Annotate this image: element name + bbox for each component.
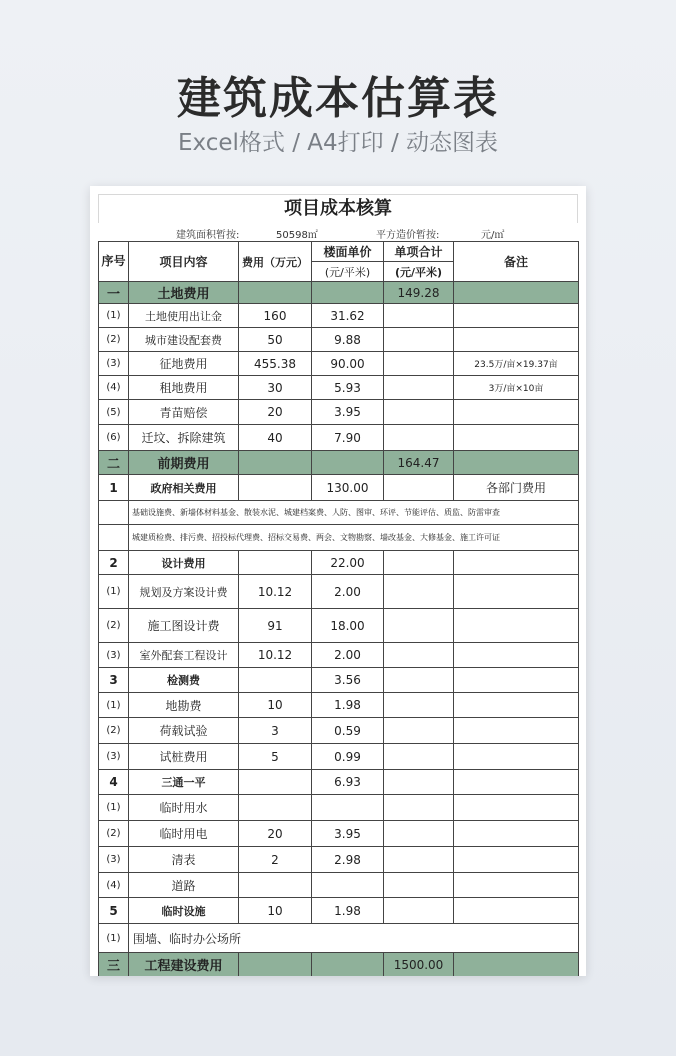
table-row — [99, 352, 579, 376]
row-cost: 50 — [239, 328, 312, 352]
row-price: 7.90 — [312, 425, 384, 451]
table-row — [99, 898, 579, 924]
table-row — [99, 821, 579, 847]
row-price: 130.00 — [312, 475, 384, 501]
row-item: 施工图设计费 — [129, 609, 239, 643]
row-item: 围墙、临时办公场所 — [129, 924, 579, 953]
row-cost: 5 — [239, 744, 312, 770]
unit-price-value: 元/㎡ — [481, 230, 505, 241]
section-seq: 二 — [99, 451, 129, 475]
row-remark — [454, 328, 579, 352]
table-row — [99, 475, 579, 501]
row-seq: (2) — [99, 821, 129, 847]
row-seq: (3) — [99, 744, 129, 770]
row-price: 3.56 — [312, 668, 384, 693]
row-price: 2.00 — [312, 643, 384, 668]
row-price: 3.95 — [312, 821, 384, 847]
row-item: 征地费用 — [129, 352, 239, 376]
header-item: 项目内容 — [129, 242, 239, 282]
row-item: 荷载试验 — [129, 718, 239, 744]
row-price: 0.99 — [312, 744, 384, 770]
section-seq: 一 — [99, 282, 129, 304]
note-text: 基础设施费、新墙体材料基金、散装水泥、城建档案费、人防、图审、环评、节能评估、质监、防雷审查 — [129, 501, 579, 525]
row-cost: 10 — [239, 898, 312, 924]
row-cost: 455.38 — [239, 352, 312, 376]
row-price: 31.62 — [312, 304, 384, 328]
table-row — [99, 400, 579, 425]
row-remark: 3万/亩×10亩 — [454, 376, 579, 400]
row-remark — [454, 304, 579, 328]
header-floor-price: 楼面单价 — [312, 242, 384, 262]
header-row — [99, 242, 579, 262]
row-cost: 10 — [239, 693, 312, 718]
row-item: 道路 — [129, 873, 239, 898]
table-row — [99, 643, 579, 668]
table-row — [99, 795, 579, 821]
table-row — [99, 770, 579, 795]
row-seq: (5) — [99, 400, 129, 425]
row-seq: (1) — [99, 693, 129, 718]
area-value: 50598㎡ — [276, 230, 318, 241]
row-item: 地勘费 — [129, 693, 239, 718]
row-item: 清表 — [129, 847, 239, 873]
section-subtotal: 164.47 — [384, 451, 454, 475]
page-title: 建筑成本估算表 — [177, 73, 499, 124]
section-row — [99, 953, 579, 977]
row-price: 90.00 — [312, 352, 384, 376]
table-row — [99, 668, 579, 693]
row-seq: (2) — [99, 609, 129, 643]
table-row — [99, 718, 579, 744]
row-seq: (2) — [99, 328, 129, 352]
row-item: 临时用水 — [129, 795, 239, 821]
section-name: 前期费用 — [129, 451, 239, 475]
row-item: 规划及方案设计费 — [129, 575, 239, 609]
row-seq: (3) — [99, 352, 129, 376]
unit-price-label: 平方造价暂按: — [376, 230, 440, 241]
row-remark — [454, 425, 579, 451]
row-cost: 10.12 — [239, 575, 312, 609]
row-seq: (4) — [99, 376, 129, 400]
page-subtitle: Excel格式 / A4打印 / 动态图表 — [177, 130, 499, 156]
row-price: 3.95 — [312, 400, 384, 425]
table-row — [99, 575, 579, 609]
row-seq: (3) — [99, 847, 129, 873]
sheet-title: 项目成本核算 — [98, 194, 578, 223]
row-cost: 2 — [239, 847, 312, 873]
row-seq: (6) — [99, 425, 129, 451]
table-row — [99, 425, 579, 451]
row-seq: (1) — [99, 304, 129, 328]
row-remark — [454, 400, 579, 425]
row-remark: 23.5万/亩×19.37亩 — [454, 352, 579, 376]
row-item: 政府相关费用 — [129, 475, 239, 501]
table-row — [99, 525, 579, 551]
row-cost: 160 — [239, 304, 312, 328]
row-remark: 各部门费用 — [454, 475, 579, 501]
row-price: 22.00 — [312, 551, 384, 575]
row-seq: 1 — [99, 475, 129, 501]
header-subtotal-unit: (元/平米) — [384, 262, 454, 282]
row-cost — [239, 873, 312, 898]
section-seq: 三 — [99, 953, 129, 977]
header-floor-price-unit: (元/平米) — [312, 262, 384, 282]
table-row — [99, 744, 579, 770]
row-cost: 91 — [239, 609, 312, 643]
row-cost: 30 — [239, 376, 312, 400]
row-item: 土地使用出让金 — [129, 304, 239, 328]
row-price: 0.59 — [312, 718, 384, 744]
cost-table — [98, 241, 579, 976]
section-name: 土地费用 — [129, 282, 239, 304]
row-seq: (1) — [99, 924, 129, 953]
row-item: 检测费 — [129, 668, 239, 693]
header-seq: 序号 — [99, 242, 129, 282]
header-subtotal: 单项合计 — [384, 242, 454, 262]
row-seq: (1) — [99, 795, 129, 821]
row-seq: (2) — [99, 718, 129, 744]
table-row — [99, 609, 579, 643]
row-price — [312, 795, 384, 821]
spreadsheet-preview — [90, 186, 586, 976]
row-price: 2.00 — [312, 575, 384, 609]
table-row — [99, 304, 579, 328]
section-row — [99, 451, 579, 475]
row-price: 1.98 — [312, 898, 384, 924]
section-name: 工程建设费用 — [129, 953, 239, 977]
header-cost: 费用（万元） — [239, 242, 312, 282]
row-cost: 3 — [239, 718, 312, 744]
row-item: 试桩费用 — [129, 744, 239, 770]
row-cost: 20 — [239, 400, 312, 425]
table-row — [99, 924, 579, 953]
table-row — [99, 847, 579, 873]
row-seq: 2 — [99, 551, 129, 575]
row-price: 18.00 — [312, 609, 384, 643]
header-remark: 备注 — [454, 242, 579, 282]
row-item: 租地费用 — [129, 376, 239, 400]
row-cost: 10.12 — [239, 643, 312, 668]
table-row — [99, 501, 579, 525]
row-item: 室外配套工程设计 — [129, 643, 239, 668]
row-cost: 40 — [239, 425, 312, 451]
row-seq: 4 — [99, 770, 129, 795]
row-item: 青苗赔偿 — [129, 400, 239, 425]
row-seq: (3) — [99, 643, 129, 668]
section-subtotal: 1500.00 — [384, 953, 454, 977]
row-item: 临时用电 — [129, 821, 239, 847]
table-row — [99, 376, 579, 400]
table-row — [99, 873, 579, 898]
row-cost: 20 — [239, 821, 312, 847]
row-price: 9.88 — [312, 328, 384, 352]
note-text: 城建质检费、排污费、招投标代理费、招标交易费、两会、文物勘察、墙改基金、大修基金、施工许可证 — [129, 525, 579, 551]
row-seq: 5 — [99, 898, 129, 924]
row-price: 1.98 — [312, 693, 384, 718]
table-row — [99, 328, 579, 352]
row-seq: (1) — [99, 575, 129, 609]
sheet-meta — [98, 223, 578, 241]
section-subtotal: 149.28 — [384, 282, 454, 304]
row-item: 迁坟、拆除建筑 — [129, 425, 239, 451]
row-price: 5.93 — [312, 376, 384, 400]
row-cost — [239, 795, 312, 821]
row-price: 6.93 — [312, 770, 384, 795]
area-label: 建筑面积暂按: — [176, 230, 240, 241]
row-price: 2.98 — [312, 847, 384, 873]
section-row — [99, 282, 579, 304]
row-item: 三通一平 — [129, 770, 239, 795]
table-row — [99, 693, 579, 718]
row-price — [312, 873, 384, 898]
table-row — [99, 551, 579, 575]
row-seq: 3 — [99, 668, 129, 693]
row-item: 临时设施 — [129, 898, 239, 924]
row-item: 城市建设配套费 — [129, 328, 239, 352]
row-item: 设计费用 — [129, 551, 239, 575]
row-seq: (4) — [99, 873, 129, 898]
